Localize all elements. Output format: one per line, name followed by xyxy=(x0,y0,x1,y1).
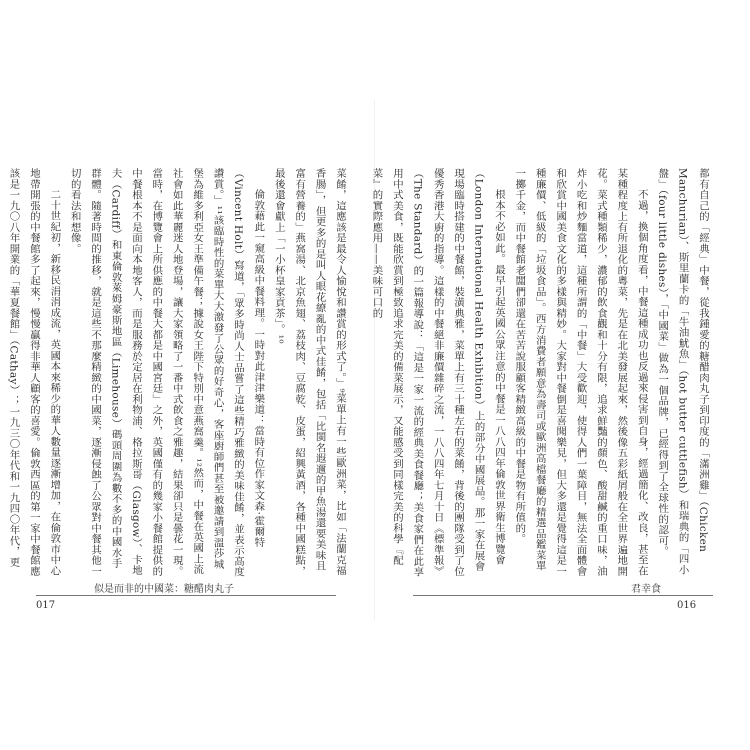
paragraph: 倫敦藉此一窺高級中餐料理。一時對此津津樂道：當時有位作家文森‧霍爾特（Vincent Holt）寫道，「眾多時尚人士品嘗了這些精巧雅緻的美味佳餚，並表示高度讚賞。」¹¹該臨時性的菜單大大激發了公眾的好奇心，客座廚師們甚至被邀請到溫莎城堡為維多利亞女王準備午餐；據說女王陛下特別中意燕窩羹。¹²然而，中餐在英國上流社會如此華麗迷人地登場，讓大家領略了一番中式飲食之雅趣，結果卻只是曇花一現。當時，在博覽會上所供應的中餐大都是中國宮廷」之外，英國僅有的幾家小餐館提供的中餐根本不是面向本地客人，而是服務於定居在利物浦、格拉斯哥（Glasgow）、卡地夫（Cardiff）和東倫敦萊姆豪斯地區（Limehouse）碼頭周圍為數不多的中國水手群體。隨著時間的推移，就是這些不那麼精緻的中國菜，逐漸侵蝕了公眾對中餐其他一切的看法和想像。 xyxy=(68,168,265,578)
right-page-body xyxy=(370,168,713,578)
right-page xyxy=(370,0,750,750)
page-number: 017 xyxy=(36,600,56,611)
footer-rule xyxy=(36,595,336,596)
paragraph: 菜餚，這應該是最令人愉悅和讚賞的形式了。」⁹菜單上有一些歐洲菜，比如「法蘭克福香腸」，但更多的是叫人眼花繚亂的中式佳餚，包括「比閩名遐邇的甲魚湯還要美味且富有營養的」燕窩湯、北京魚翅、荔枝肉、豆腐乾、皮蛋，紹興黃酒，各種中國糕點，最後還會獻上「一小杯皇家貢茶」。¹⁰ xyxy=(272,168,346,577)
running-head: 君幸食 xyxy=(631,584,661,595)
left-page-body xyxy=(7,168,350,578)
page-number: 016 xyxy=(677,600,697,611)
paragraph: 不過，換個角度看，中餐這種成功也反過來侵害到自身，經過簡化、改良，甚至在某種程度上有所退化的粵菜，先是在北美發展起來，然後像五彩紙屑般在全世界遍地開花。菜式種類稀少，濃郁的飲食觀和十分有限，追求鮮豔的顏色、酸甜鹹的重口味，油炸小吃和炒麵當道，這種所謂的「中餐」大受歡迎，使得人們一葉障目，無法全面體會和欣賞中國美食文化的多樣與精妙。大家對中餐倒是喜聞樂見，但大多還是覺得這是一種廉價、低級的「垃圾食品」。西方消費者願意為壽司或歐洲高檔餐廳的精選品鑑菜單一擲千金，而中餐館老闆們卻還在苦苦說服顧客精緻高級的中餐是物有所值的。 xyxy=(513,168,648,577)
paragraph: 二十世紀初，新移民涓涓成流，英國本來稀少的華人數量逐漸增加，在倫敦市中心地帶開張的中餐館多了起來，慢慢贏得非華人顧客的喜愛。倫敦西區的第一家中餐館應該是一九〇八年開業的「華夏餐館」（Cathay）；一九三〇年代和一九四〇年代，更 xyxy=(7,168,61,577)
footer-rule xyxy=(413,595,713,596)
running-head: 似是而非的中國菜：糖醋肉丸子 xyxy=(94,584,234,595)
paragraph: 根本不必如此。最早引起英國公眾注意的中餐是一八八四年倫敦世界衛生博覽會（London International Health Exhibition）上的部分中國展品。那一家在展會現場臨時搭建的中餐館，裝潢典雅，菜單上有三十種左右的菜餚，背後的團隊受到了位優秀香港大廚的指導。這樣的中餐絕非廉價雜碎之流，一八八四年七月十日《標準報》（The Standard）的一篇報導說：「這是一家一流的經典美食餐廳；美食家們在此享用中式美食，既能欣賞到極致追求完美的備菜展示，又能感受到同樣完美的科學『配菜』的實際應用——美味可口的 xyxy=(370,168,505,578)
paragraph: 都有自己的「經典」中餐，從我鍾愛的糖醋肉丸子到印度的「滿洲雞」（Chicken Manchurian）、斯里蘭卡的「牛油魷魚」（hot butter cuttlefish）和瑞典的「四小盤」（four little dishes），「中國菜」做為一個品牌，已經得到了全球性的認可。 xyxy=(656,168,709,575)
